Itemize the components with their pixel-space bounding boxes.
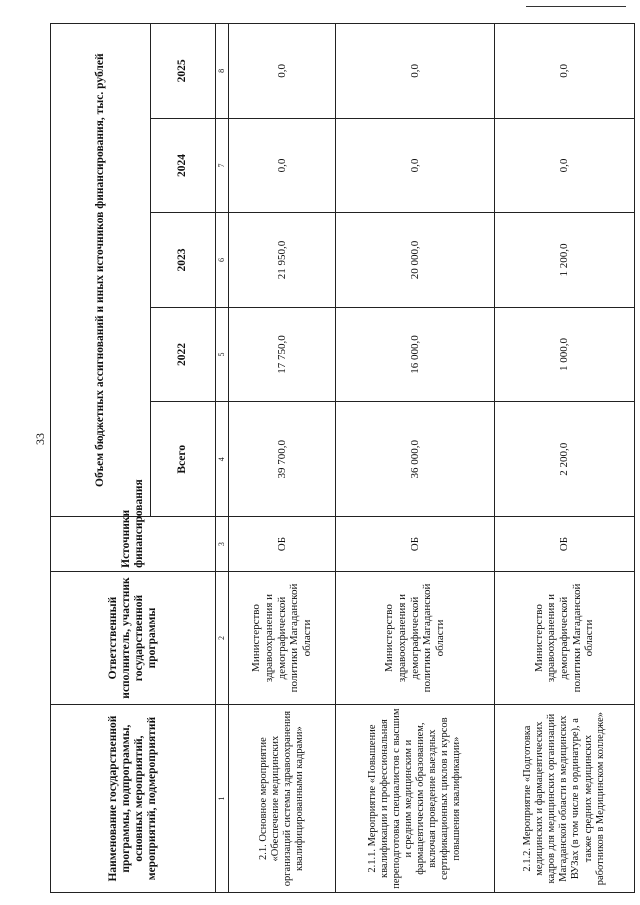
funding-table	[50, 23, 635, 893]
header-year-2025: 2025	[151, 24, 216, 119]
header-year-2022: 2022	[151, 307, 216, 402]
page-number: 33	[33, 433, 47, 445]
row-2025: 0,0	[229, 24, 336, 119]
row-2025: 0,0	[335, 24, 494, 119]
row-2023: 1 200,0	[494, 213, 634, 308]
row-2023: 21 950,0	[229, 213, 336, 308]
column-number-row	[216, 24, 229, 893]
header-year-2024: 2024	[151, 118, 216, 213]
header-year-2023: 2023	[151, 213, 216, 308]
column-number: 2	[216, 571, 229, 704]
table-row	[229, 24, 336, 893]
table-row	[335, 24, 494, 893]
row-total: 39 700,0	[229, 402, 336, 517]
header-budget-group: Объем бюджетных ассигнований и иных источников финансирования, тыс. рублей	[51, 24, 151, 517]
row-2022: 1 000,0	[494, 307, 634, 402]
row-2025: 0,0	[494, 24, 634, 119]
row-2022: 17 750,0	[229, 307, 336, 402]
column-number: 1	[216, 705, 229, 893]
row-2023: 20 000,0	[335, 213, 494, 308]
header-source: Источники финансирования	[51, 517, 216, 572]
row-2024: 0,0	[229, 118, 336, 213]
row-executor: Министерство здравоохранения и демографической политики Магаданской области	[494, 571, 634, 704]
row-executor: Министерство здравоохранения и демографической политики Магаданской области	[335, 571, 494, 704]
column-number: 3	[216, 517, 229, 572]
header-executor: Ответственный исполнитель, участник государственной программы	[51, 571, 216, 704]
row-name: 2.1. Основное мероприятие «Обеспечение медицинских организаций системы здравоохранения квалифицированными кадрами»	[229, 705, 336, 893]
header-row-1	[51, 24, 151, 893]
column-number: 4	[216, 402, 229, 517]
column-number: 8	[216, 24, 229, 119]
header-name: Наименование государственной программы, подпрограммы, основных мероприятий, мероприятий, подмероприятий	[51, 705, 216, 893]
row-executor: Министерство здравоохранения и демографической политики Магаданской области	[229, 571, 336, 704]
row-source: ОБ	[494, 517, 634, 572]
table-row	[494, 24, 634, 893]
row-source: ОБ	[335, 517, 494, 572]
column-number: 6	[216, 213, 229, 308]
row-name: 2.1.2. Мероприятие «Подготовка медицинских и фармацевтических кадров для медицинских организаций Магаданской области в медицинских ВУЗах (в том числе в ординатуре), а также средних медицинских работников в Медицинском колледже»	[494, 705, 634, 893]
row-2022: 16 000,0	[335, 307, 494, 402]
rotated-table-container	[50, 23, 635, 893]
top-rule	[526, 6, 626, 7]
row-total: 36 000,0	[335, 402, 494, 517]
column-number: 5	[216, 307, 229, 402]
header-total: Всего	[151, 402, 216, 517]
row-2024: 0,0	[494, 118, 634, 213]
row-total: 2 200,0	[494, 402, 634, 517]
row-2024: 0,0	[335, 118, 494, 213]
row-source: ОБ	[229, 517, 336, 572]
column-number: 7	[216, 118, 229, 213]
row-name: 2.1.1. Мероприятие «Повышение квалификации и профессиональная переподготовка специалистов с высшим и средним медицинским и фармацевтическим образованием, включая проведение выездных сертификационных циклов и курсов повышения квалификации»	[335, 705, 494, 893]
